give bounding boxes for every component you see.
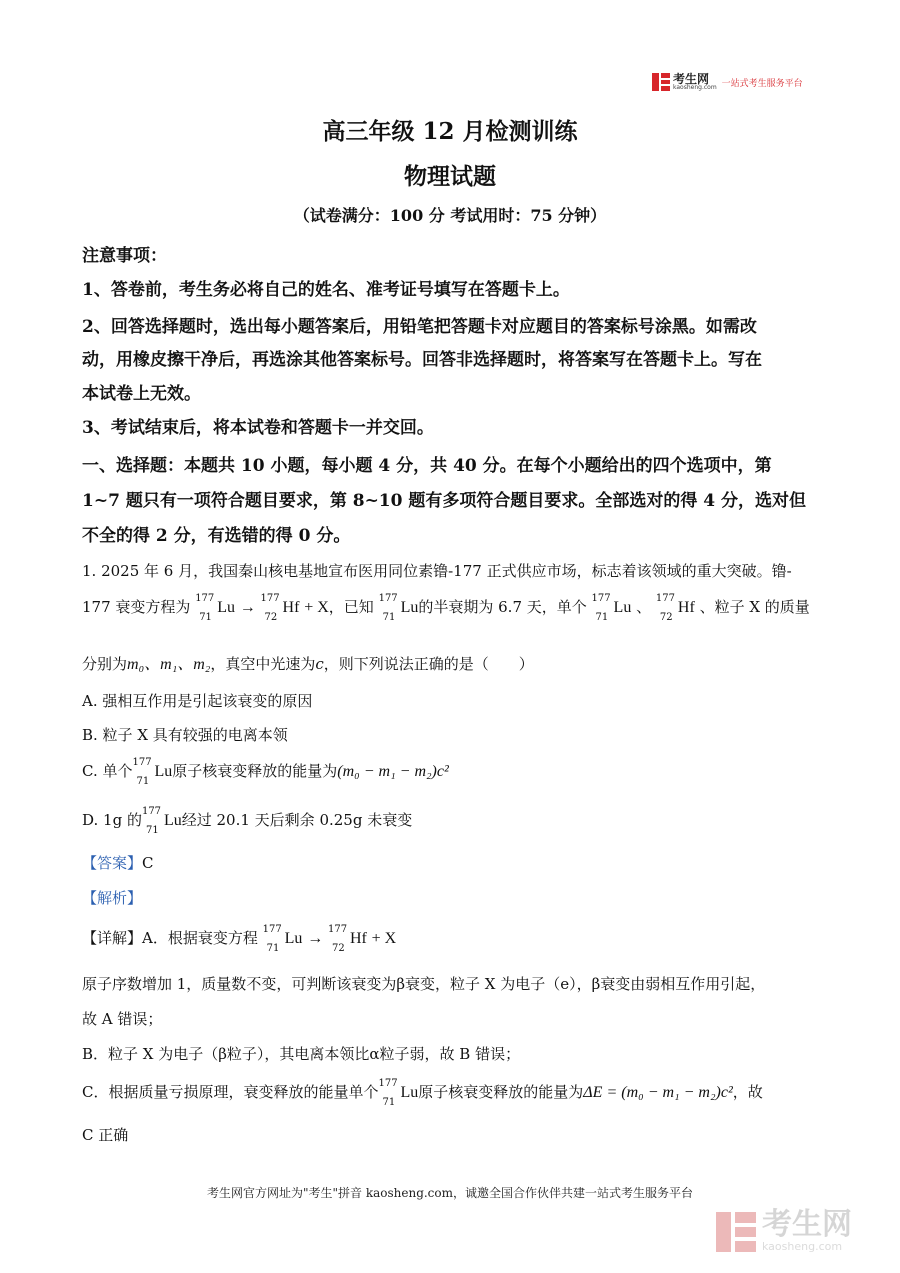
notice-item-3: 3、考试结束后，将本试卷和答题卡一并交回。: [82, 418, 434, 438]
exam-title: 高三年级 12 月检测训练: [322, 118, 578, 145]
watermark-name: 考生网: [762, 1207, 852, 1242]
q1-option-b: B. 粒子 X 具有较强的电离本领: [82, 726, 288, 744]
nuclide-hf: 177 72: [260, 593, 280, 623]
answer-label: 【答案】: [82, 854, 143, 872]
section-line-3: 不全的得 2 分，有选错的得 0 分。: [82, 526, 351, 546]
answer-line: [82, 852, 154, 873]
section-line-1: 一、选择题：本题共 10 小题，每小题 4 分，共 40 分。在每个小题给出的四个选项中，第: [82, 456, 772, 476]
delta-e-expression: ΔE = (m₀ − m₁ − m₂)c²: [583, 1084, 733, 1101]
detail-line-1: 【详解】A．根据衰变方程 177 71 Lu → 177 72 Hf + X: [82, 924, 397, 954]
detail-line-5: C．根据质量亏损原理，衰变释放的能量单个 177 71 Lu原子核衰变释放的能量为ΔE = (m₀ − m₁ − m₂)c²，故: [82, 1078, 763, 1108]
watermark-domain: kaosheng.com: [762, 1240, 843, 1253]
section-line-2: 1~7 题只有一项符合题目要求，第 8~10 题有多项符合题目要求。全部选对的得 4 分，选对但: [82, 491, 807, 511]
detail-line-2: 原子序数增加 1，质量数不变，可判断该衰变为β衰变，粒子 X 为电子（e），β衰变由弱相互作用引起，: [82, 975, 766, 993]
detail-line-4: B．粒子 X 为电子（β粒子），其电离本领比α粒子弱，故 B 错误；: [82, 1045, 521, 1063]
nuclide-lu: 177 71: [195, 593, 215, 623]
q1-line-2: 177 衰变方程为 177 71 Lu → 177 72 Hf + X，已知 177 71 Lu的半衰期为 6.7 天，单个 177 71 Lu 、 177 72 Hf 、粒子 X 的质量: [82, 593, 810, 623]
logo-slogan: 一站式考生服务平台: [721, 78, 803, 89]
subject-title: 物理试题: [404, 163, 496, 190]
exam-info: （试卷满分：100 分 考试用时：75 分钟）: [293, 206, 607, 225]
answer-value: C: [142, 854, 154, 872]
analysis-label: 【解析】: [82, 889, 143, 907]
logo-domain: kaosheng.com: [673, 84, 717, 91]
kaosheng-logo-icon: [652, 73, 670, 91]
watermark-logo-icon: [716, 1212, 756, 1252]
notice-item-1: 1、答卷前，考生务必将自己的姓名、准考证号填写在答题卡上。: [82, 280, 570, 300]
energy-expression: (m₀ − m₁ − m₂)c²: [337, 763, 449, 780]
q1-line-1: 1. 2025 年 6 月，我国秦山核电基地宣布医用同位素镥-177 正式供应市场，标志着该领域的重大突破。镥-: [82, 562, 792, 580]
notice-item-2a: 2、回答选择题时，选出每小题答案后，用铅笔把答题卡对应题目的答案标号涂黑。如需改: [82, 317, 757, 337]
watermark: [716, 1207, 852, 1253]
logo-name: 考生网: [673, 72, 710, 86]
q1-line-3: 分别为m₀、m₁、m₂，真空中光速为c，则下列说法正确的是（ ）: [82, 655, 534, 673]
notice-item-2b: 动，用橡皮擦干净后，再选涂其他答案标号。回答非选择题时，将答案写在答题卡上。写在: [82, 350, 762, 370]
q1-option-c: C. 单个 177 71 Lu原子核衰变释放的能量为(m₀ − m₁ − m₂)c²: [82, 757, 449, 787]
notice-heading: 注意事项：: [82, 246, 167, 266]
detail-line-6: C 正确: [82, 1126, 129, 1144]
q1-option-a: A. 强相互作用是引起该衰变的原因: [82, 692, 313, 710]
detail-line-3: 故 A 错误；: [82, 1010, 163, 1028]
q1-option-d: D. 1g 的 177 71 Lu经过 20.1 天后剩余 0.25g 未衰变: [82, 806, 413, 836]
footer-text: 考生网官方网址为"考生"拼音 kaosheng.com，诚邀全国合作伙伴共建一站式考生服务平台: [206, 1186, 694, 1200]
header-logo: [652, 73, 803, 91]
masses-expression: m₀、m₁、m₂: [127, 656, 211, 673]
notice-item-2c: 本试卷上无效。: [82, 384, 201, 404]
